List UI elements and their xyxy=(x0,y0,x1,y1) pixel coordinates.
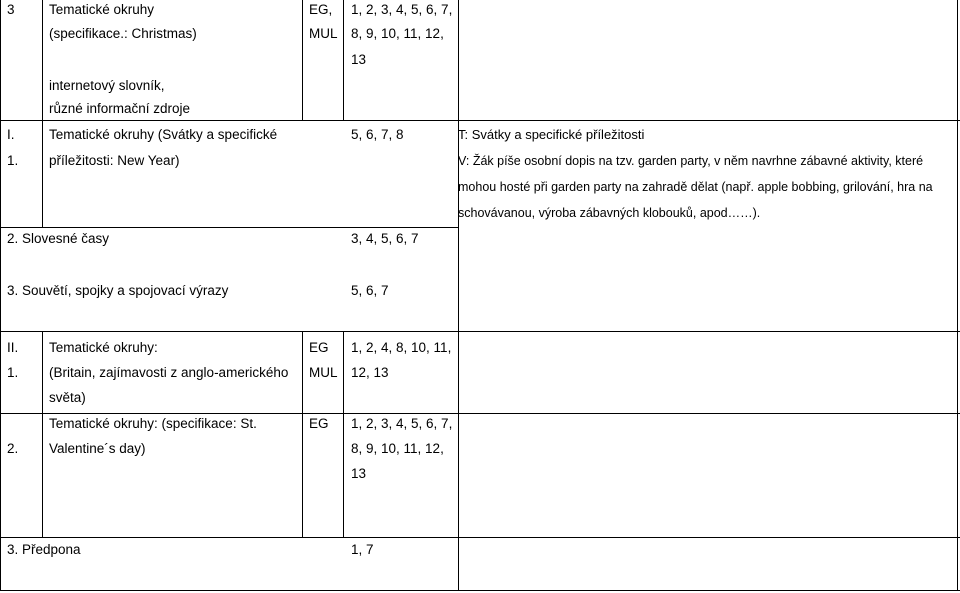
outcome-numbers: 3, 4, 5, 6, 7 xyxy=(351,231,419,246)
row-divider xyxy=(0,413,960,414)
outcome-numbers: 13 xyxy=(351,466,367,481)
organization-form: MUL xyxy=(309,26,338,41)
row-number: I. xyxy=(7,127,15,142)
table-left-border xyxy=(0,0,1,591)
row-number: 3 xyxy=(7,2,15,17)
organization-form: MUL xyxy=(309,365,338,380)
row-divider xyxy=(0,537,960,538)
notes-text: V: Žák píše osobní dopis na tzv. garden party, v něm navrhne zábavné aktivity, které xyxy=(458,154,924,168)
outcome-numbers: 1, 2, 3, 4, 5, 6, 7, xyxy=(351,416,453,431)
topic-text: internetový slovník, xyxy=(49,78,165,93)
notes-text: schovávanou, výroba zábavných klobouků, apod……). xyxy=(458,206,761,220)
notes-text: mohou hosté při garden party na zahradě dělat (např. apple bobbing, grilování, hra na xyxy=(458,180,933,194)
topic-text: světa) xyxy=(49,390,86,405)
organization-form: EG, xyxy=(309,2,333,17)
outcome-numbers: 12, 13 xyxy=(351,365,389,380)
topic-text: 3. Souvětí, spojky a spojovací výrazy xyxy=(7,283,229,298)
topic-text: (Britain, zajímavosti z anglo-amerického xyxy=(49,365,289,380)
row-number: II. xyxy=(7,340,19,355)
topic-text: Tematické okruhy: xyxy=(49,340,158,355)
organization-form: EG xyxy=(309,416,329,431)
outcome-numbers: 13 xyxy=(351,52,367,67)
outcome-numbers: 5, 6, 7 xyxy=(351,283,389,298)
topic-text: příležitosti: New Year) xyxy=(49,153,180,168)
notes-text: T: Svátky a specifické příležitosti xyxy=(458,127,645,142)
outcome-numbers: 8, 9, 10, 11, 12, xyxy=(351,441,444,456)
outcome-numbers: 1, 2, 3, 4, 5, 6, 7, xyxy=(351,2,453,17)
row-divider xyxy=(0,227,458,228)
topic-text: Tematické okruhy xyxy=(49,2,155,17)
topic-text: Tematické okruhy: (specifikace: St. xyxy=(49,416,257,431)
column-divider xyxy=(343,0,344,120)
topic-text: Valentine´s day) xyxy=(49,441,146,456)
row-number: 1. xyxy=(7,153,19,168)
column-divider xyxy=(42,0,43,227)
column-divider xyxy=(302,331,303,537)
outcome-numbers: 1, 2, 4, 8, 10, 11, xyxy=(351,340,452,355)
outcome-numbers: 1, 7 xyxy=(351,542,374,557)
topic-text: různé informační zdroje xyxy=(49,101,191,116)
column-divider xyxy=(302,0,303,120)
column-divider xyxy=(42,331,43,537)
row-divider xyxy=(0,120,960,121)
table-right-border xyxy=(957,0,958,591)
row-number: 1. xyxy=(7,365,19,380)
topic-text: (specifikace.: Christmas) xyxy=(49,26,197,41)
organization-form: EG xyxy=(309,340,329,355)
column-divider xyxy=(458,0,459,591)
table-bottom-border xyxy=(0,590,960,591)
column-divider xyxy=(343,331,344,537)
row-divider xyxy=(0,331,960,332)
topic-text: 3. Předpona xyxy=(7,542,81,557)
outcome-numbers: 5, 6, 7, 8 xyxy=(351,127,404,142)
outcome-numbers: 8, 9, 10, 11, 12, xyxy=(351,26,444,41)
topic-text: Tematické okruhy (Svátky a specifické xyxy=(49,127,278,142)
topic-text: 2. Slovesné časy xyxy=(7,231,110,246)
row-number: 2. xyxy=(7,441,19,456)
